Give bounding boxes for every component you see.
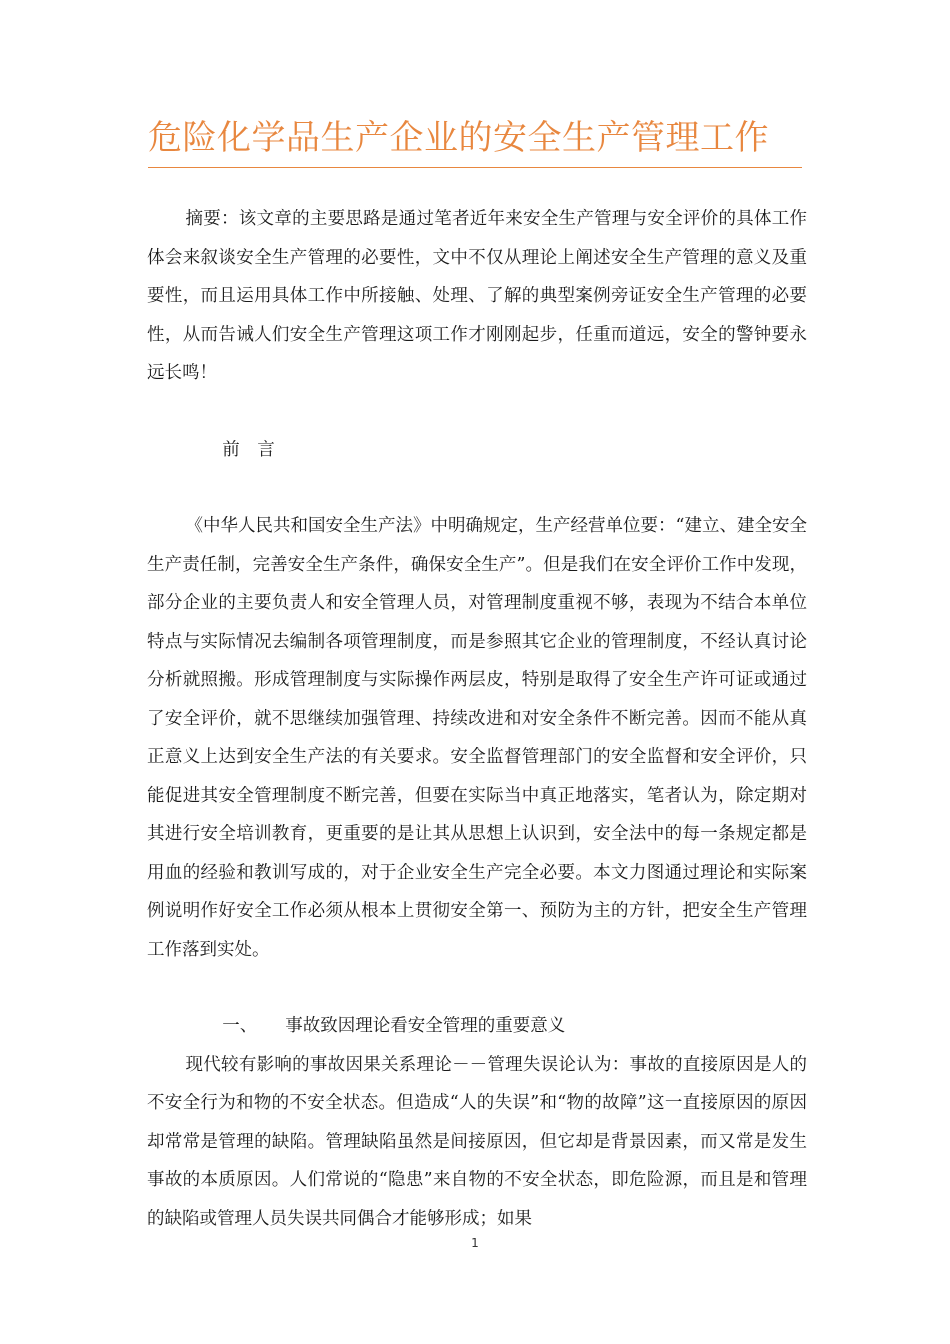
section-1-heading: [147, 1007, 807, 1046]
preface-paragraph: 《中华人民共和国安全生产法》中明确规定，生产经营单位要：“建立、建全安全生产责任制，完善安全生产条件，确保安全生产”。但是我们在安全评价工作中发现，部分企业的主要负责人和安全管理人员，对管理制度重视不够，表现为不结合本单位特点与实际情况去编制各项管理制度，而是参照其它企业的管理制度，不经认真讨论分析就照搬。形成管理制度与实际操作两层皮，特别是取得了安全生产许可证或通过了安全评价，就不思继续加强管理、持续改进和对安全条件不断完善。因而不能从真正意义上达到安全生产法的有关要求。安全监督管理部门的安全监督和安全评价，只能促进其安全管理制度不断完善，但要在实际当中真正地落实，笔者认为，除定期对其进行安全培训教育，更重要的是让其从思想上认识到，安全法中的每一条规定都是用血的经验和教训写成的，对于企业安全生产完全必要。本文力图通过理论和实际案例说明作好安全工作必须从根本上贯彻安全第一、预防为主的方针，把安全生产管理工作落到实处。: [147, 516, 807, 960]
section-1-number: 一、: [222, 1016, 258, 1036]
title-underline: [148, 167, 802, 168]
section-1-title: 事故致因理论看安全管理的重要意义: [285, 1016, 566, 1036]
page-number: 1: [471, 1236, 479, 1250]
document-title: 危险化学品生产企业的安全生产管理工作: [148, 118, 769, 158]
preface-heading: 前 言: [222, 439, 275, 460]
abstract-paragraph: 摘要：该文章的主要思路是通过笔者近年来安全生产管理与安全评价的具体工作体会来叙谈安全生产管理的必要性，文中不仅从理论上阐述安全生产管理的意义及重要性，而且运用具体工作中所接触、处理、了解的典型案例旁证安全生产管理的必要性，从而告诫人们安全生产管理这项工作才刚刚起步，任重而道远，安全的警钟要永远长鸣！: [147, 209, 807, 383]
section-1-paragraph: 现代较有影响的事故因果关系理论－－管理失误论认为：事故的直接原因是人的不安全行为和物的不安全状态。但造成“人的失误”和“物的故障”这一直接原因的原因却常常是管理的缺陷。管理缺陷虽然是间接原因，但它却是背景因素，而又常是发生事故的本质原因。人们常说的“隐患”来自物的不安全状态，即危险源，而且是和管理的缺陷或管理人员失误共同偶合才能够形成；如果: [147, 1054, 807, 1229]
document-body: [147, 200, 807, 1238]
